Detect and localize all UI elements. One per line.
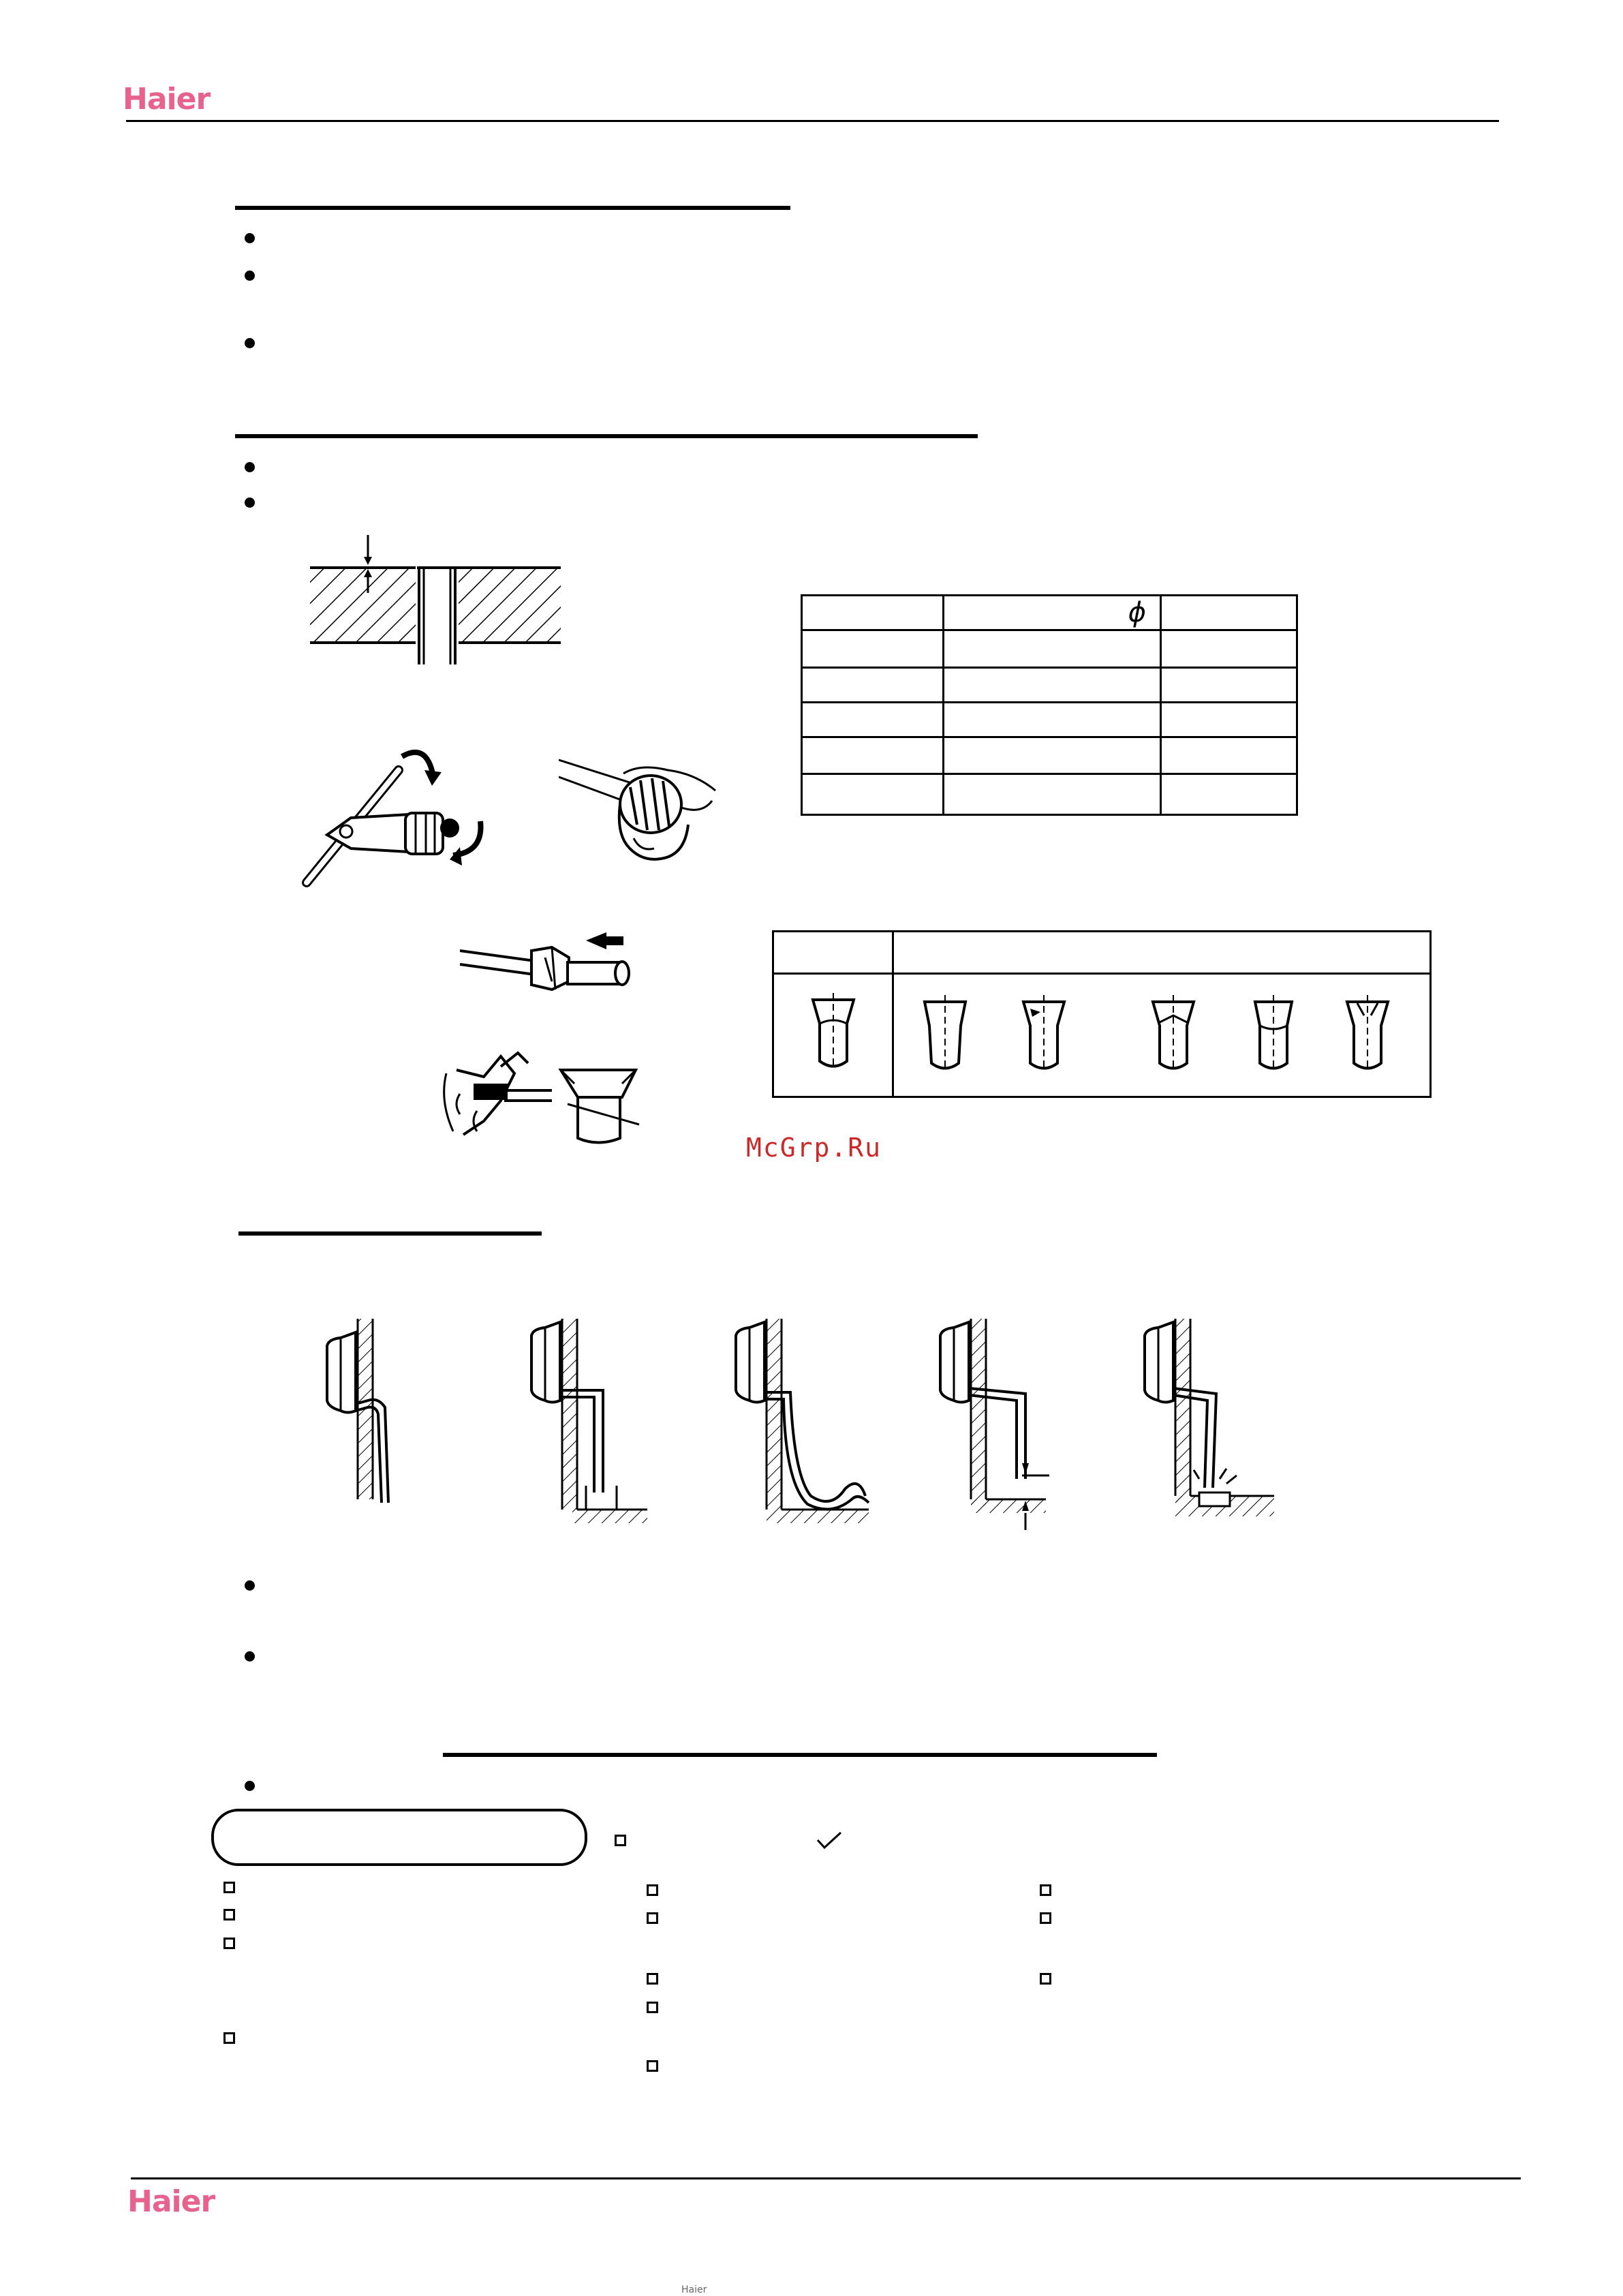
footer-note: Haier bbox=[681, 2284, 707, 2295]
flare-inspection-table bbox=[772, 930, 1432, 1098]
section-3-heading-line bbox=[238, 1231, 542, 1236]
checkbox[interactable] bbox=[647, 2002, 658, 2013]
header-logo: Haier bbox=[123, 82, 211, 117]
bad-flare-icon bbox=[1149, 995, 1197, 1077]
section-1-bullet-2 bbox=[245, 271, 255, 281]
checkbox[interactable] bbox=[647, 1884, 658, 1896]
bad-flare-icon bbox=[1250, 995, 1297, 1077]
flare-shape-icon bbox=[557, 1067, 643, 1148]
checkbox[interactable] bbox=[223, 1938, 235, 1949]
section-1-bullet-1 bbox=[245, 233, 255, 243]
section-3-bullet-2 bbox=[245, 1651, 255, 1662]
section-4-heading-line bbox=[443, 1753, 1157, 1757]
checkbox[interactable] bbox=[223, 1909, 235, 1920]
section-4-bullet-1 bbox=[245, 1781, 255, 1791]
flare-nut-icon bbox=[460, 927, 637, 1002]
good-flare-icon bbox=[809, 993, 857, 1075]
checkbox[interactable] bbox=[223, 2032, 235, 2044]
drain-figure-correct bbox=[327, 1319, 388, 1503]
checkbox[interactable] bbox=[223, 1882, 235, 1893]
section-2-heading-line bbox=[235, 434, 978, 438]
pipe-wall-section-figure bbox=[300, 528, 572, 664]
checkbox[interactable] bbox=[615, 1835, 626, 1846]
drain-hose-icon bbox=[313, 1312, 1295, 1530]
checkbox[interactable] bbox=[647, 1912, 658, 1924]
phi-symbol: ϕ bbox=[1128, 597, 1146, 628]
table-cell bbox=[1161, 596, 1297, 630]
section-1-heading-line bbox=[235, 206, 790, 210]
header-rule bbox=[126, 120, 1499, 122]
checkbox[interactable] bbox=[1040, 1973, 1051, 1985]
drain-figure-wrong-2 bbox=[736, 1319, 869, 1523]
flaring-tool-icon bbox=[436, 1046, 552, 1142]
section-2-bullet-2 bbox=[245, 498, 255, 508]
table-cell bbox=[802, 596, 944, 630]
checkbox[interactable] bbox=[647, 2060, 658, 2072]
footer-rule bbox=[131, 2177, 1521, 2179]
watermark: McGrp.Ru bbox=[746, 1133, 882, 1163]
reamer-hand-icon bbox=[559, 750, 722, 869]
checkbox[interactable] bbox=[647, 1973, 658, 1985]
bad-flare-icon bbox=[921, 995, 969, 1077]
bad-flare-icon bbox=[1020, 995, 1068, 1077]
section-1-bullet-3 bbox=[245, 338, 255, 348]
section-2-bullet-1 bbox=[245, 462, 255, 472]
tube-cutter-icon bbox=[286, 733, 504, 896]
bad-flare-icon bbox=[1344, 995, 1391, 1077]
drain-figure-wrong-1 bbox=[531, 1319, 647, 1523]
footer-logo: Haier bbox=[127, 2184, 215, 2219]
drain-figure-wrong-4 bbox=[1145, 1319, 1274, 1516]
flare-dimension-table bbox=[801, 594, 1298, 816]
checkbox[interactable] bbox=[1040, 1912, 1051, 1924]
drain-figure-wrong-3 bbox=[940, 1319, 1049, 1530]
check-mark-icon bbox=[816, 1831, 843, 1851]
checkbox[interactable] bbox=[1040, 1884, 1051, 1896]
checklist-header-pill bbox=[211, 1809, 587, 1866]
section-3-bullet-1 bbox=[245, 1580, 255, 1591]
